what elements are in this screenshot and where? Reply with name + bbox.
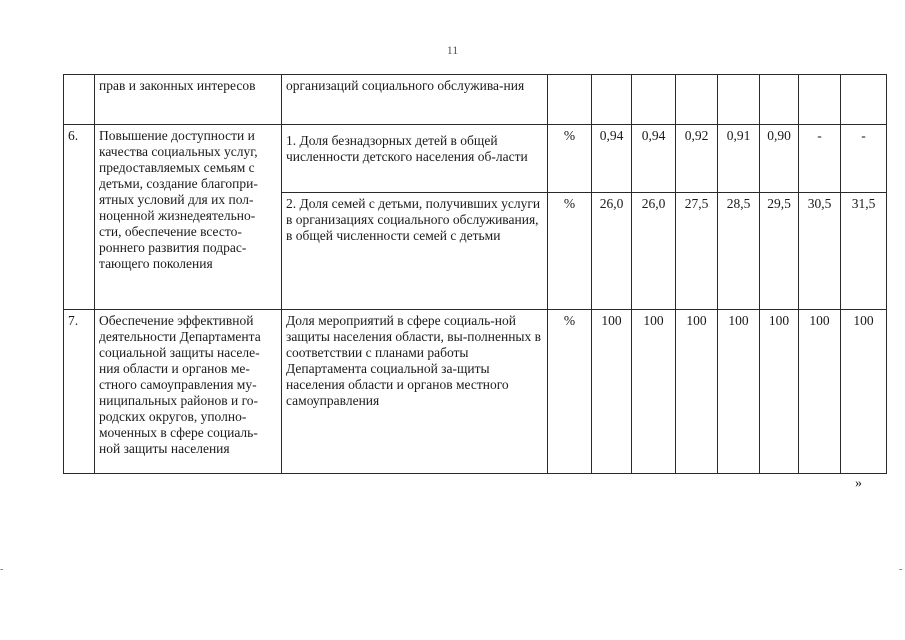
goal-cell: прав и законных интересов (95, 75, 282, 125)
value-cell (718, 75, 760, 125)
closing-quote: » (855, 476, 862, 491)
value-cell (592, 75, 632, 125)
table-row-continuation (64, 75, 887, 125)
value-cell (760, 75, 799, 125)
value-cell: 0,92 (676, 125, 718, 193)
value-cell (799, 75, 841, 125)
page-number: 11 (446, 43, 459, 57)
indicator-cell: Доля мероприятий в сфере социаль-ной защиты населения области, вы-полненных в соответствии с планами работы Департамента социальной за-щиты населения области и органов местного самоуправления (282, 310, 548, 474)
value-cell (841, 75, 887, 125)
value-cell: - (841, 125, 887, 193)
indicator-cell: 1. Доля безнадзорных детей в общей численности детского населения об-ласти (282, 125, 548, 193)
row-number: 6. (64, 125, 95, 310)
value-cell (632, 75, 676, 125)
goal-cell: Повышение доступности и качества социальных услуг, предоставляемых семьям с детьми, создание благопри-ятных условий для их пол-ноценной жизнедеятельно-сти, обеспечение всесто-роннего развития подрас-тающего поколения (95, 125, 282, 310)
value-cell: 100 (632, 310, 676, 474)
value-cell: 30,5 (799, 193, 841, 310)
value-cell: 0,94 (632, 125, 676, 193)
value-cell: 100 (760, 310, 799, 474)
value-cell: 26,0 (592, 193, 632, 310)
row-number: 7. (64, 310, 95, 474)
table-row-7 (64, 310, 887, 474)
value-cell: 100 (799, 310, 841, 474)
value-cell: 26,0 (632, 193, 676, 310)
edge-mark-left: - (0, 564, 4, 575)
unit-cell: % (548, 125, 592, 193)
value-cell: 100 (592, 310, 632, 474)
value-cell: 100 (841, 310, 887, 474)
indicator-cell: 2. Доля семей с детьми, получивших услуги в организациях социального обслуживания, в общей численности семей с детьми (282, 193, 548, 310)
indicators-table (63, 74, 887, 474)
value-cell: - (799, 125, 841, 193)
unit-cell: % (548, 193, 592, 310)
table-row-6 (64, 125, 887, 193)
value-cell: 0,90 (760, 125, 799, 193)
goal-cell: Обеспечение эффективной деятельности Департамента социальной защиты населе-ния области и органов ме-стного самоуправления му-ниципальных районов и го-родских округов, уполно-моченных в сфере социаль-ной защиты населения (95, 310, 282, 474)
value-cell: 27,5 (676, 193, 718, 310)
indicator-cell: организаций социального обслужива-ния (282, 75, 548, 125)
value-cell: 31,5 (841, 193, 887, 310)
value-cell: 100 (676, 310, 718, 474)
value-cell: 28,5 (718, 193, 760, 310)
row-number (64, 75, 95, 125)
edge-mark-right: - (899, 564, 903, 575)
unit-cell (548, 75, 592, 125)
value-cell (676, 75, 718, 125)
value-cell: 0,91 (718, 125, 760, 193)
value-cell: 100 (718, 310, 760, 474)
value-cell: 0,94 (592, 125, 632, 193)
unit-cell: % (548, 310, 592, 474)
value-cell: 29,5 (760, 193, 799, 310)
